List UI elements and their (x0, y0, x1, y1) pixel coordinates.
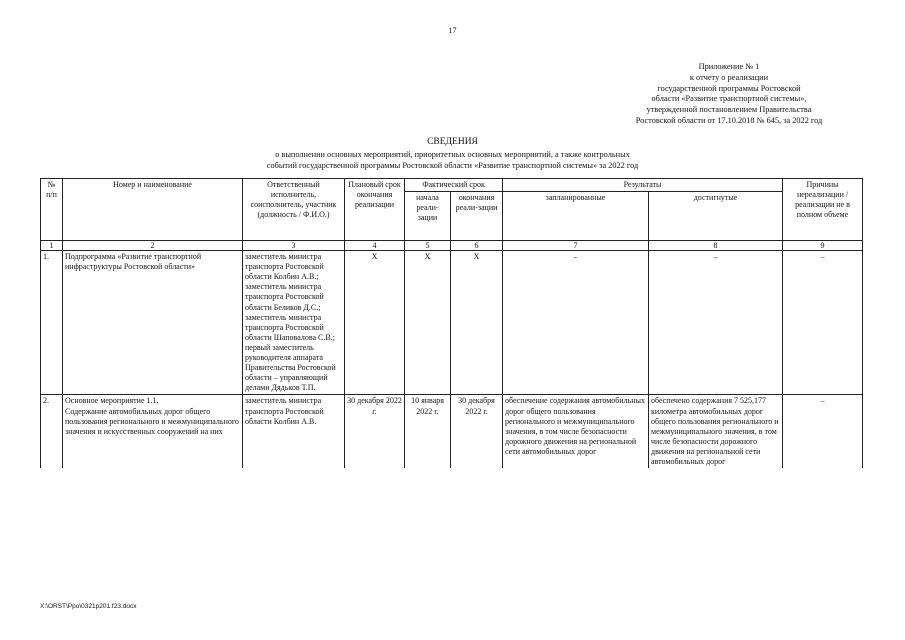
row-num: 2. (41, 395, 63, 468)
column-number-row (41, 241, 863, 251)
row-results-achieved: – (649, 251, 783, 395)
row-results-achieved: обеспечено содержания 7 525,177 километра автомобильных дорог общего пользования регионального и межмуниципального значения, в том числе безопасности дорожного движения на региональной сети автомобильных дорог (649, 395, 783, 468)
row-executor: заместитель министра транспорта Ростовской области Колбин А.В. (243, 395, 345, 468)
table-row (41, 251, 863, 395)
row-results-planned: – (503, 251, 649, 395)
row-actual-start: Х (405, 251, 451, 395)
appendix-line: государственной программы Ростовской (657, 83, 801, 93)
column-number: 9 (783, 241, 863, 251)
row-num: 1. (41, 251, 63, 395)
row-reasons: – (783, 251, 863, 395)
subtitle-line: событий государственной программы Ростовской области «Развитие транспортной системы» за 2022 год (266, 160, 639, 170)
row-actual-start: 10 января 2022 г. (405, 395, 451, 468)
page-number: 17 (448, 26, 457, 35)
column-number: 5 (405, 241, 451, 251)
row-actual-end: Х (451, 251, 503, 395)
header-name: Номер и наименование (63, 179, 243, 241)
appendix-line: Ростовской области от 17.10.2018 № 645, за 2022 год (635, 115, 823, 125)
row-reasons: – (783, 395, 863, 468)
column-number: 3 (243, 241, 345, 251)
report-table (40, 178, 863, 468)
header-results-planned: запланированные (503, 192, 649, 241)
row-planned-end: 30 декабря 2022 г. (345, 395, 405, 468)
subtitle-line: о выполнении основных мероприятий, приоритетных основных мероприятий, а также контрольных (275, 150, 630, 159)
appendix-block (599, 62, 859, 127)
table-row (41, 395, 863, 468)
document-title: СВЕДЕНИЯ (427, 137, 478, 147)
appendix-line: Приложение № 1 (698, 62, 760, 71)
header-reasons: Причины нереализации / реализации не в полном объеме (783, 179, 863, 241)
appendix-line: области «Развитие транспортной системы», (651, 94, 807, 104)
header-row (41, 179, 863, 192)
column-number: 7 (503, 241, 649, 251)
file-path-footer: X:\ORST\Ppo\0321p201.f23.docx (40, 603, 137, 610)
header-executor: Ответственный исполнитель, соисполнитель, участник (должность / Ф.И.О.) (243, 179, 345, 241)
document-subtitle (0, 150, 905, 171)
row-actual-end: 30 декабря 2022 г. (451, 395, 503, 468)
header-planned-end: Плановый срок окончания реализации (345, 179, 405, 241)
column-number: 8 (649, 241, 783, 251)
row-planned-end: Х (345, 251, 405, 395)
row-name: Основное мероприятие 1.1. Содержание автомобильных дорог общего пользования регионального и межмуниципального значения и искусственных сооружений на них (63, 395, 243, 468)
header-results: Результаты (503, 179, 783, 192)
header-actual-start: начала реали-зации (405, 192, 451, 241)
column-number: 4 (345, 241, 405, 251)
column-number: 6 (451, 241, 503, 251)
header-actual-end: окончания реали-зации (451, 192, 503, 241)
row-executor: заместитель министра транспорта Ростовской области Колбин А.В.; заместитель министра транспорта Ростовской области Беликов Д.С.; заместитель министра транспорта Ростовской области Шаповалова С.В.; первый заместитель руководителя аппарата Правительства Ростовской области – управляющий делами Дядьков Т.П. (243, 251, 345, 395)
column-number: 1 (41, 241, 63, 251)
header-results-achieved: достигнутые (649, 192, 783, 241)
appendix-line: утвержденной постановлением Правительства (646, 105, 812, 115)
appendix-line: к отчету о реализации (689, 72, 769, 82)
column-number: 2 (63, 241, 243, 251)
row-name: Подпрограмма «Развитие транспортной инфраструктуры Ростовской области» (63, 251, 243, 395)
row-results-planned: обеспечение содержания автомобильных дорог общего пользования регионального и межмуниципального значения, в том числе безопасности дорожного движения на региональной сети автомобильных дорог (503, 395, 649, 468)
header-num: № п/п (41, 179, 63, 241)
header-actual: Фактический срок (405, 179, 503, 192)
